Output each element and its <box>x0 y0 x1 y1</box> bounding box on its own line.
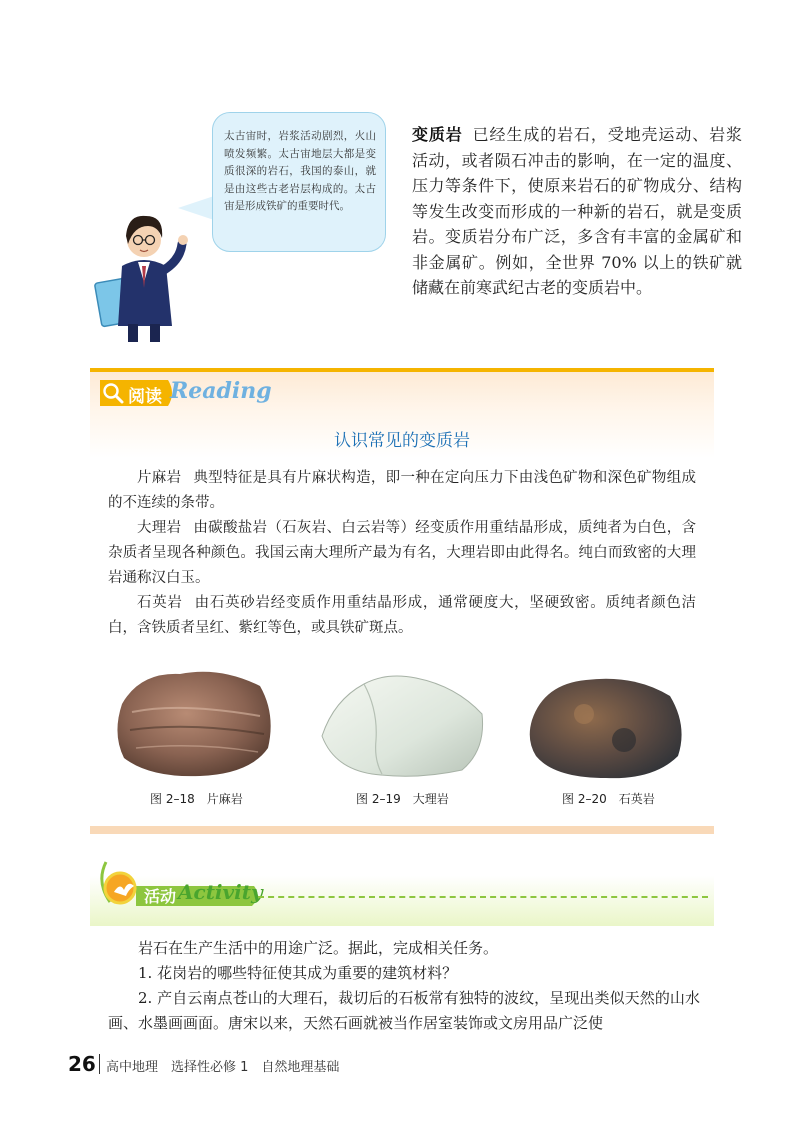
activity-dashed-line <box>258 896 708 898</box>
paragraph-text: 已经生成的岩石，受地壳运动、岩浆活动，或者陨石冲击的影响，在一定的温度、压力等条件下，使原来岩石的矿物成分、结构等发生改变而形成的一种新的岩石，就是变质岩。变质岩分布广泛，多含有丰富的金属矿和非金属矿。例如，全世界 70% 以上的铁矿就储藏在前寒武纪古老的变质岩中。 <box>412 125 742 297</box>
term-gneiss: 片麻岩 <box>137 470 182 486</box>
magnifier-icon <box>101 381 125 405</box>
quartzite-rock-image <box>524 670 688 782</box>
marble-text: 由碳酸盐岩（石灰岩、白云岩等）经变质作用重结晶形成，质纯者为白色，含杂质者呈现各种颜色。我国云南大理所产最为有名，大理岩即由此得名。纯白而致密的大理岩通称汉白玉。 <box>108 520 696 586</box>
figure-caption-gneiss: 图 2–18 片麻岩 <box>150 792 243 806</box>
reading-body <box>108 466 696 641</box>
reading-bottom-border <box>90 826 714 834</box>
page-number: 26 <box>68 1052 96 1076</box>
activity-question-1: 1. 花岗岩的哪些特征使其成为重要的建筑材料？ <box>138 964 458 982</box>
speech-bubble-text: 太古宙时，岩浆活动剧烈，火山喷发频繁。太古宙地层大都是变质很深的岩石，我国的泰山，就是由这些古老岩层构成的。太古宙是形成铁矿的重要时代。 <box>224 130 376 212</box>
bird-icon <box>110 878 138 900</box>
term-marble: 大理岩 <box>137 520 182 536</box>
reading-title: 认识常见的变质岩 <box>334 431 470 451</box>
figure-caption-quartzite: 图 2–20 石英岩 <box>562 792 655 806</box>
reading-top-border <box>90 368 714 372</box>
figure-caption-marble: 图 2–19 大理岩 <box>356 792 449 806</box>
activity-label-en: Activity <box>178 880 263 904</box>
activity-body <box>108 936 700 1036</box>
activity-question-2: 2. 产自云南点苍山的大理石，裁切后的石板常有独特的波纹，呈现出类似天然的山水画、水墨画画面。唐宋以来，天然石画就被当作居室装饰或文房用品广泛使 <box>108 989 700 1032</box>
activity-label: 活动 <box>144 887 177 906</box>
paragraph-gneiss <box>108 466 696 516</box>
paragraph-marble <box>108 516 696 591</box>
paragraph-quartzite <box>108 591 696 641</box>
term-metamorphic-rock: 变质岩 <box>412 125 463 144</box>
speech-bubble-tail <box>178 196 214 220</box>
gneiss-rock-image <box>110 664 278 780</box>
reading-label-en: Reading <box>170 378 272 404</box>
term-quartzite: 石英岩 <box>137 595 183 611</box>
marble-rock-image <box>316 670 488 780</box>
footer-divider <box>99 1054 100 1074</box>
metamorphic-rock-paragraph <box>412 122 742 301</box>
reading-label: 阅读 <box>128 387 162 407</box>
quartzite-text: 由石英砂岩经变质作用重结晶形成，通常硬度大，坚硬致密。质纯者颜色洁白，含铁质者呈红、紫红等色，或具铁矿斑点。 <box>108 595 697 636</box>
activity-intro: 岩石在生产生活中的用途广泛。据此，完成相关任务。 <box>138 939 499 957</box>
book-title: 高中地理 选择性必修 1 自然地理基础 <box>106 1060 340 1075</box>
gneiss-text: 典型特征是具有片麻状构造，即一种在定向压力下由浅色矿物和深色矿物组成的不连续的条带。 <box>108 470 696 511</box>
